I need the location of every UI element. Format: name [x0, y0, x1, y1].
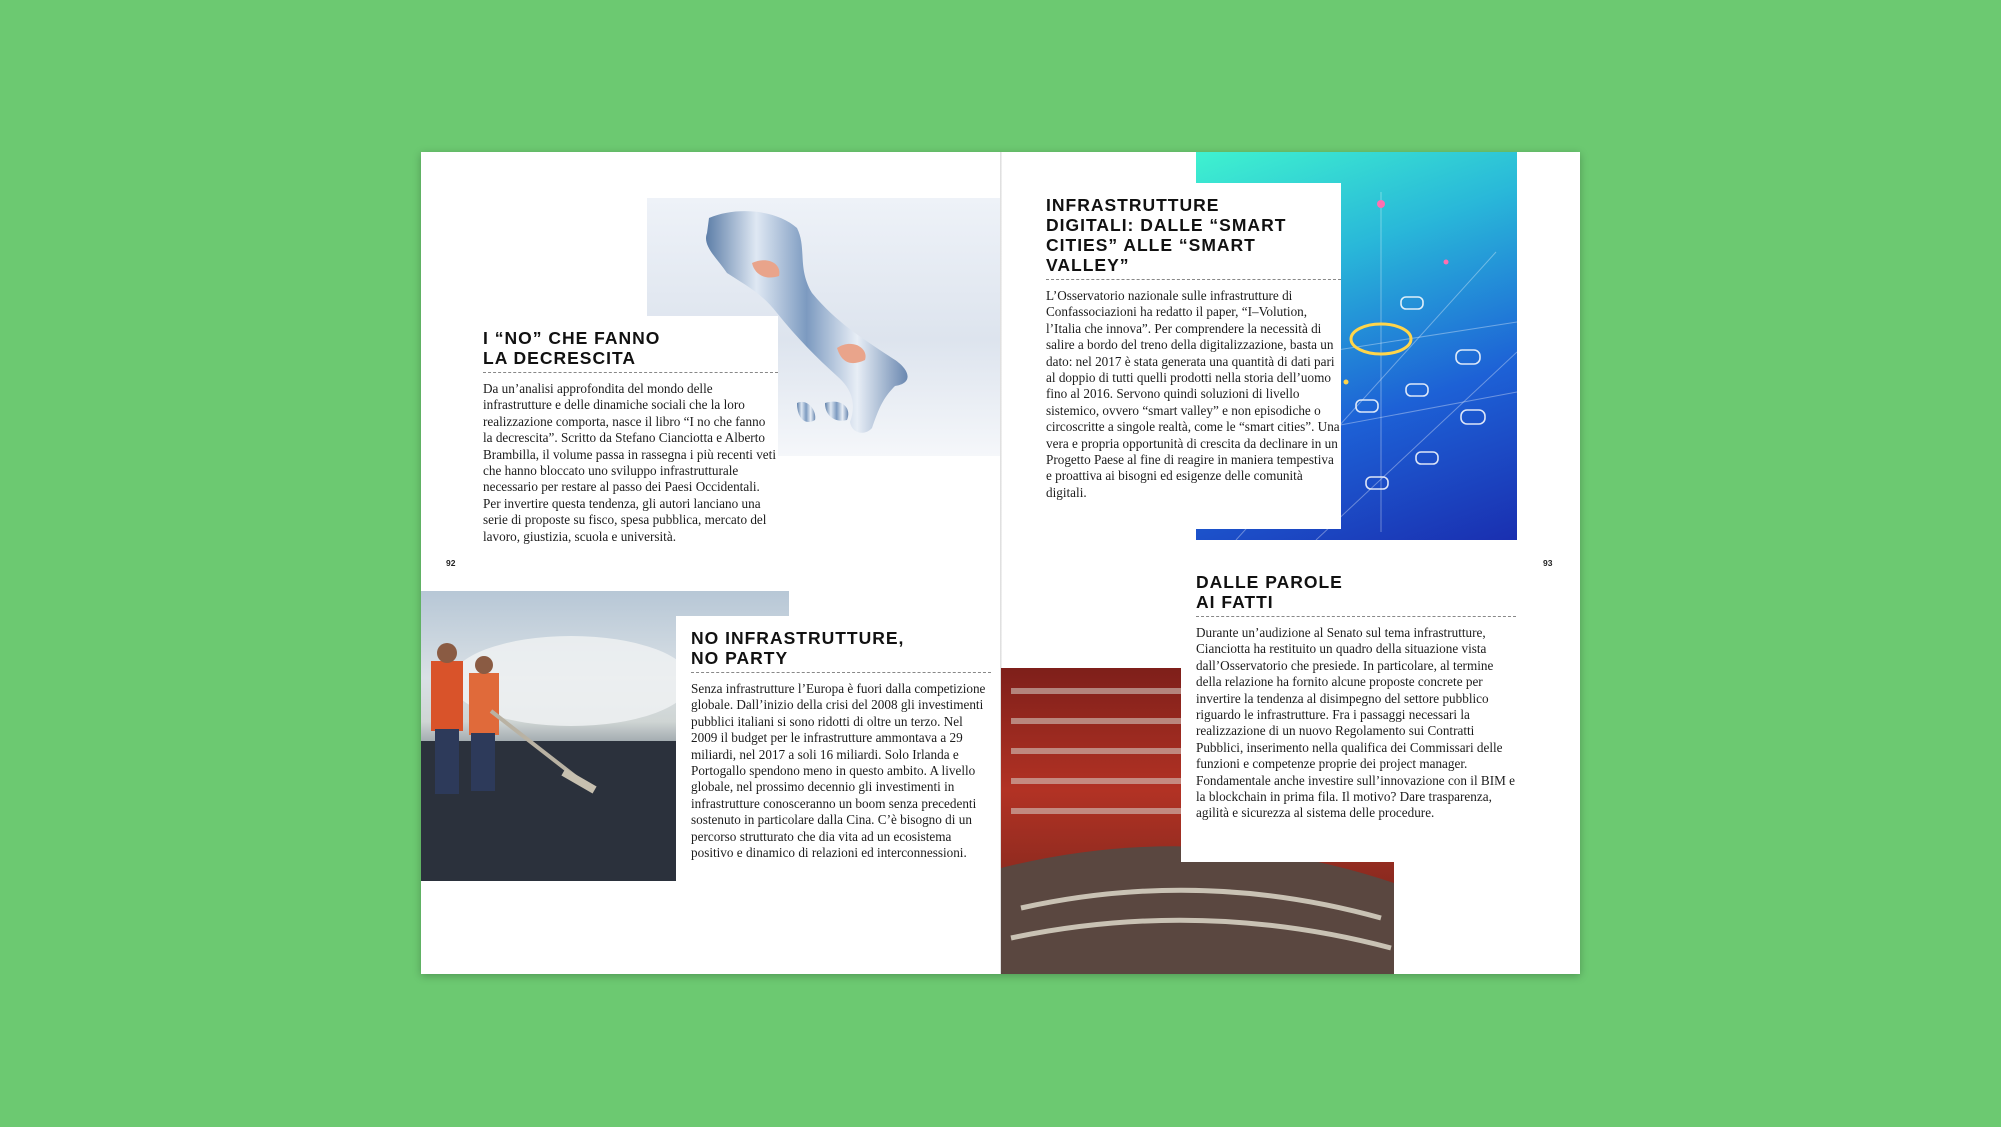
article-parole-fatti-heading: DALLE PAROLE AI FATTI — [1196, 572, 1343, 612]
article-parole-fatti — [1181, 560, 1516, 862]
heading-divider — [691, 672, 991, 673]
page-number-right: 93 — [1543, 558, 1553, 568]
heading-divider — [1046, 279, 1341, 280]
magazine-spread — [421, 152, 1580, 974]
article-decrescita-heading: I “NO” CHE FANNO LA DECRESCITA — [483, 328, 661, 368]
page-number-left: 92 — [446, 558, 456, 568]
article-smart-valley — [1031, 183, 1341, 529]
heading-divider — [1196, 616, 1516, 617]
article-no-party-heading: NO INFRASTRUTTURE, NO PARTY — [691, 628, 905, 668]
article-decrescita — [481, 316, 778, 573]
article-no-party-body: Senza infrastrutture l’Europa è fuori dalla competizione globale. Dall’inizio della crisi del 2008 gli investimenti pubblici italiani si sono ridotti di oltre un terzo. Nel 2009 il budget per le infrastrutture ammontava a 29 miliardi, nel 2017 a soli 16 miliardi. Solo Irlanda e Portogallo spendono meno in questo ambito. A livello globale, nel prossimo decennio gli investimenti in infrastrutture conosceranno un boom senza precedenti sostenuto in particolare dalla Cina. C’è bisogno di un percorso strutturato che dia vita ad un ecosistema positivo e dinamico di relazioni ed interconnessioni. — [691, 681, 986, 861]
article-smart-valley-heading: INFRASTRUTTURE DIGITALI: DALLE “SMART CITIES” ALLE “SMART VALLEY” — [1046, 195, 1287, 275]
article-decrescita-body: Da un’analisi approfondita del mondo delle infrastrutture e delle dinamiche sociali che la loro realizzazione comporta, nasce il libro “I no che fanno la decrescita”. Scritto da Stefano Cianciotta e Alberto Brambilla, il volume passa in rassegna i più recenti veti che hanno bloccato uno sviluppo infrastrutturale necessario per restare al passo dei Paesi Occidentali. Per invertire questa tendenza, gli autori lanciano una serie di proposte su fisco, spesa pubblica, mercato del lavoro, giustizia, scuola e università. — [483, 381, 776, 544]
article-parole-fatti-body: Durante un’audizione al Senato sul tema infrastrutture, Cianciotta ha restituito un quadro della situazione vista dall’Osservatorio che presiede. In particolare, al termine della relazione ha fornito alcune proposte concrete per invertire la tendenza al disimpegno del settore pubblico riguardo le infrastrutture. Fra i passaggi necessari la realizzazione di un nuovo Regolamento sui Contratti Pubblici, inserimento nella qualifica dei Commissari delle funzioni e competenze proprie dei project manager. Fondamentale anche investire sull’innovazione con il BIM e la blockchain in prima fila. Il motivo? Dare trasparenza, agilità e sicurezza al sistema delle procedure. — [1196, 625, 1515, 821]
heading-divider — [483, 372, 778, 373]
article-no-party — [676, 616, 991, 928]
article-smart-valley-body: L’Osservatorio nazionale sulle infrastrutture di Confassociazioni ha redatto il paper, “I–Volution, l’Italia che innova”. Per comprendere la necessità di salire a bordo del treno della digitalizzazione, basta un dato: nel 2017 è stata generata una quantità di dati pari al doppio di tutti quelli prodotti nella storia dell’uomo fino al 2016. Servono quindi soluzioni di livello sistemico, ovvero “smart valley” e non episodiche o circoscritte a singole realtà, come le “smart cities”. Una vera e propria opportunità di crescita da declinare in un Progetto Paese al fine di reagire in maniera tempestiva e proattiva ai bisogni ed esigenze delle comunità digitali. — [1046, 288, 1340, 500]
